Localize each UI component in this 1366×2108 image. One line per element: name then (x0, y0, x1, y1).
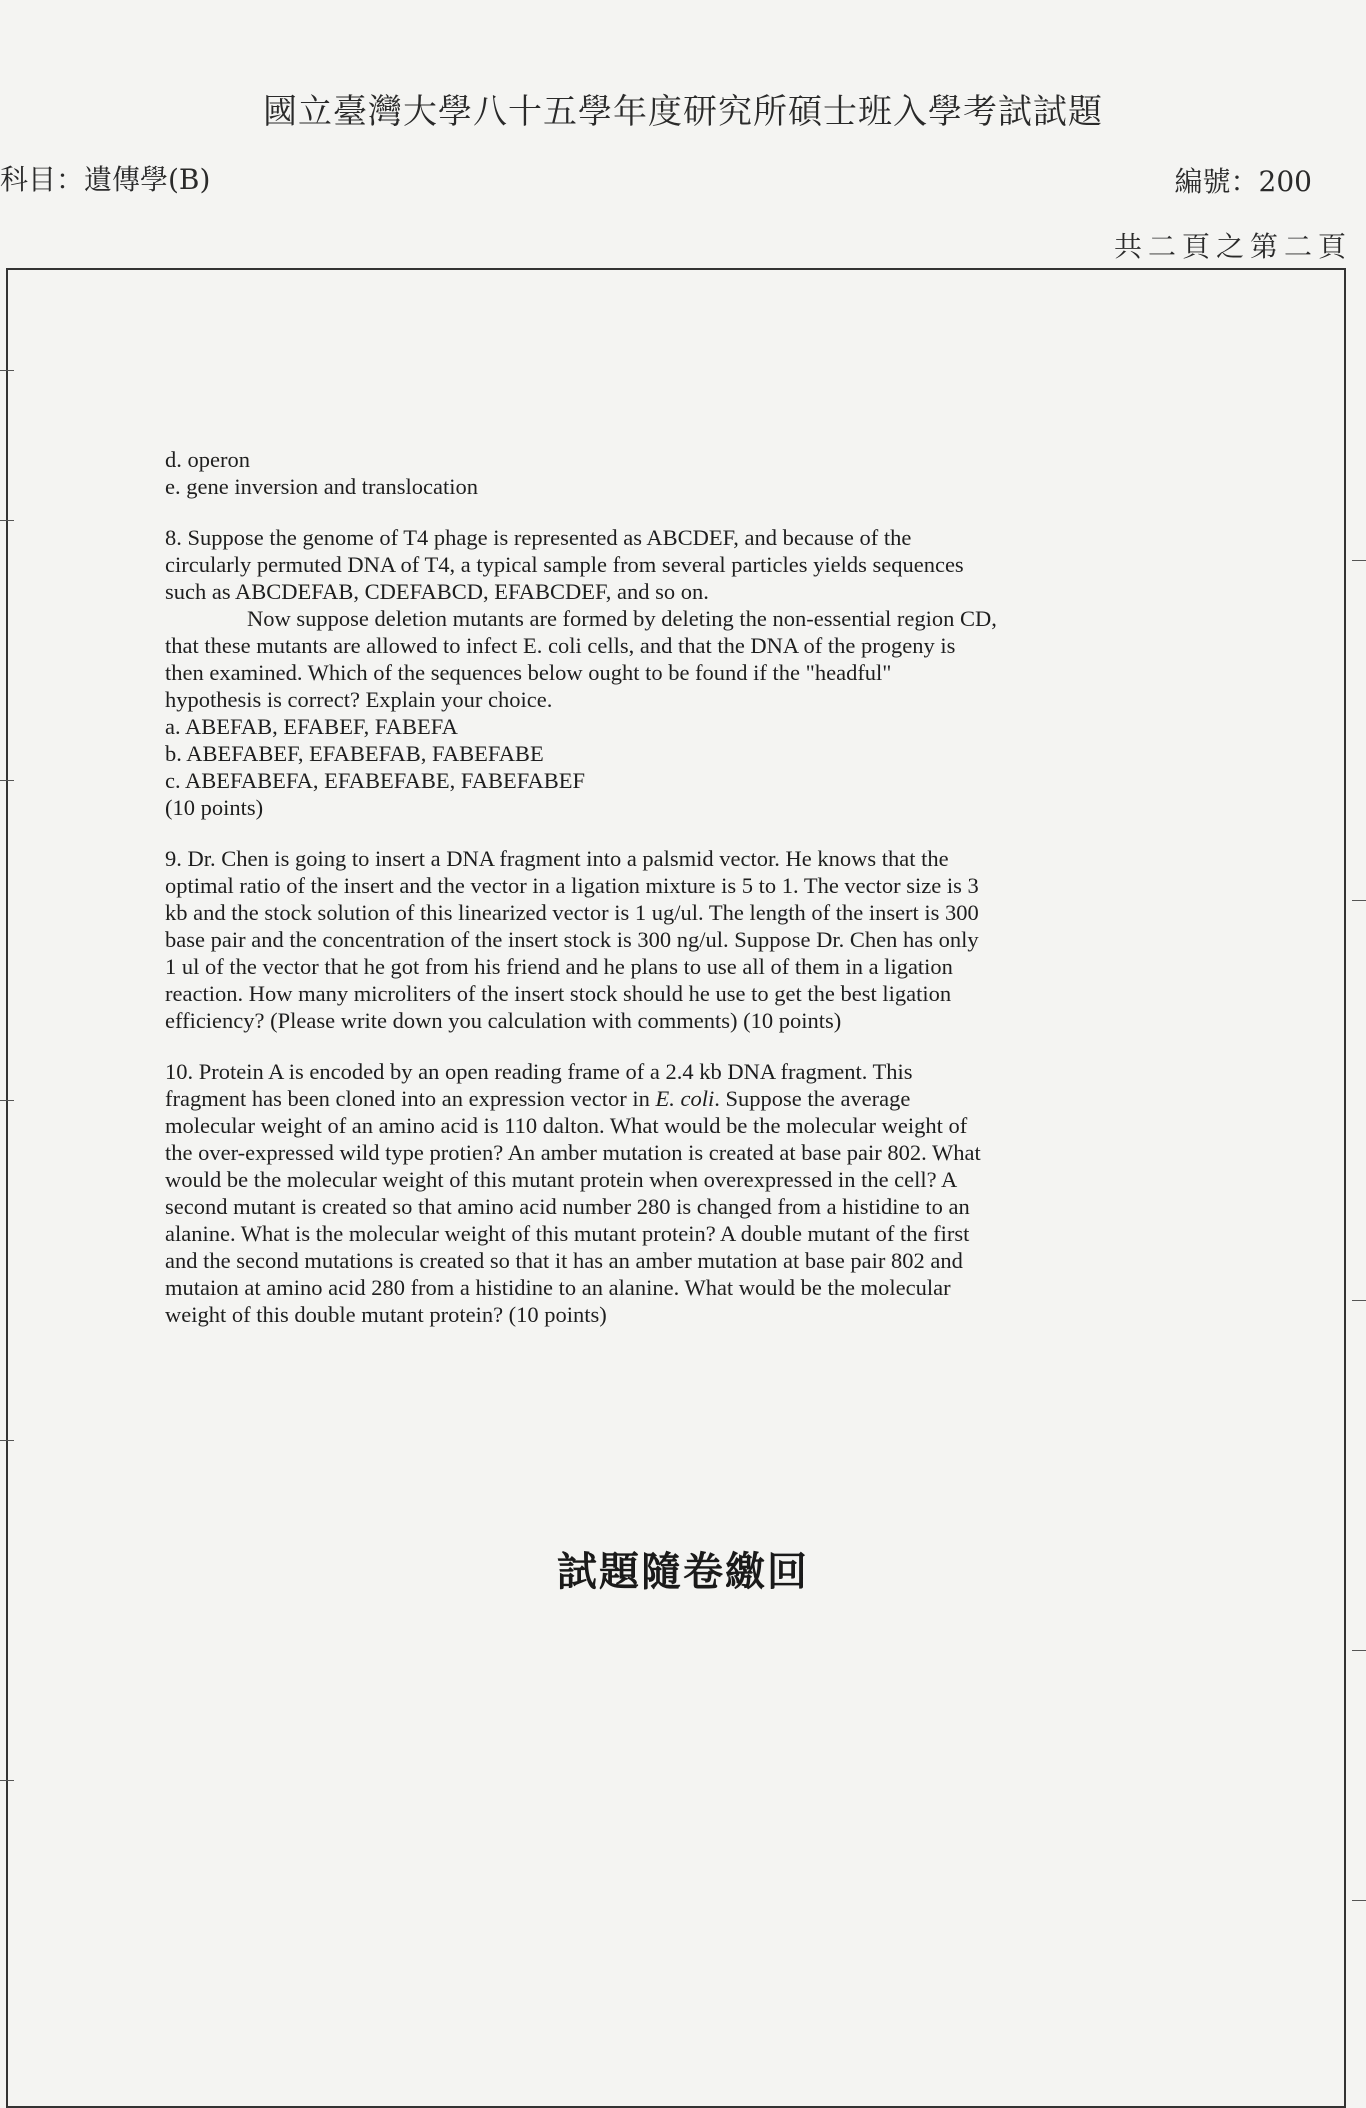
edge-tick (0, 1100, 14, 1101)
spacer (165, 500, 1155, 524)
question-9-line: 9. Dr. Chen is going to insert a DNA fragment into a palsmid vector. He knows that the (165, 846, 949, 871)
question-10-line: and the second mutations is created so that it has an amber mutation at base pair 802 and (165, 1248, 963, 1273)
question-8-option-c: c. ABEFABEFA, EFABEFABE, FABEFABEF (165, 768, 586, 793)
subject-label: 科目：遺傳學(B) (0, 163, 211, 196)
edge-tick (0, 370, 14, 371)
question-10-line: weight of this double mutant protein? (10 points) (165, 1302, 607, 1327)
question-10-line: would be the molecular weight of this mutant protein when overexpressed in the cell? A (165, 1167, 958, 1192)
question-8-option-b: b. ABEFABEF, EFABEFAB, FABEFABE (165, 741, 544, 766)
question-8-points: (10 points) (165, 795, 264, 820)
question-8 (165, 524, 1155, 821)
question-10 (165, 1058, 1155, 1328)
page-title: 國立臺灣大學八十五學年度研究所碩士班入學考試試題 (263, 92, 1103, 132)
question-10-line: mutaion at amino acid 280 from a histidine to an alanine. What would be the molecular (165, 1275, 951, 1300)
edge-tick (0, 780, 14, 781)
spacer (165, 821, 1155, 845)
question-10-text: fragment has been cloned into an expression vector in (165, 1086, 656, 1111)
exam-number: 編號：200 (1174, 165, 1312, 198)
edge-tick (1352, 900, 1366, 901)
organism-name: E. coli (655, 1086, 715, 1111)
question-10-line: the over-expressed wild type protien? An amber mutation is created at base pair 802. What (165, 1140, 981, 1165)
edge-tick (1352, 1900, 1366, 1901)
question-10-text: . Suppose the average (714, 1086, 911, 1111)
question-8-option-a: a. ABEFAB, EFABEF, FABEFA (165, 714, 458, 739)
edge-tick (1352, 560, 1366, 561)
question-9-line: optimal ratio of the insert and the vector in a ligation mixture is 5 to 1. The vector size is 3 (165, 873, 979, 898)
spacer (165, 1034, 1155, 1058)
question-8-line: circularly permuted DNA of T4, a typical sample from several particles yields sequences (165, 552, 964, 577)
edge-tick (1352, 1650, 1366, 1651)
question-9-line: 1 ul of the vector that he got from his friend and he plans to use all of them in a ligation (165, 954, 953, 979)
question-8-line: 8. Suppose the genome of T4 phage is represented as ABCDEF, and because of the (165, 525, 912, 550)
edge-tick (0, 1780, 14, 1781)
question-10-line: molecular weight of an amino acid is 110 dalton. What would be the molecular weight of (165, 1113, 968, 1138)
question-10-line: second mutant is created so that amino acid number 280 is changed from a histidine to an (165, 1194, 970, 1219)
question-8-line: such as ABCDEFAB, CDEFABCD, EFABCDEF, and so on. (165, 579, 709, 604)
question-8-line: hypothesis is correct? Explain your choice. (165, 687, 553, 712)
question-8-line: then examined. Which of the sequences below ought to be found if the "headful" (165, 660, 892, 685)
edge-tick (0, 520, 14, 521)
question-9-line: reaction. How many microliters of the insert stock should he use to get the best ligation (165, 981, 952, 1006)
question-9-line: base pair and the concentration of the insert stock is 300 ng/ul. Suppose Dr. Chen has only (165, 927, 979, 952)
edge-tick (0, 1440, 14, 1441)
question-9-line: efficiency? (Please write down you calculation with comments) (10 points) (165, 1008, 842, 1033)
return-notice-stamp: 試題隨卷繳回 (557, 1548, 809, 1595)
question-10-line (165, 1085, 1155, 1112)
question-content (165, 446, 1155, 1328)
question-8-line: Now suppose deletion mutants are formed by deleting the non-essential region CD, (247, 606, 997, 631)
page-count: 共二頁之第二頁 (1113, 230, 1352, 263)
question-8-line: that these mutants are allowed to infect E. coli cells, and that the DNA of the progeny is (165, 633, 956, 658)
question-9 (165, 845, 1155, 1034)
item-d: d. operon (165, 447, 250, 472)
question-10-line: 10. Protein A is encoded by an open reading frame of a 2.4 kb DNA fragment. This (165, 1059, 913, 1084)
edge-tick (1352, 1300, 1366, 1301)
item-e: e. gene inversion and translocation (165, 474, 479, 499)
question-9-line: kb and the stock solution of this linearized vector is 1 ug/ul. The length of the insert is 300 (165, 900, 979, 925)
question-10-line: alanine. What is the molecular weight of this mutant protein? A double mutant of the first (165, 1221, 970, 1246)
